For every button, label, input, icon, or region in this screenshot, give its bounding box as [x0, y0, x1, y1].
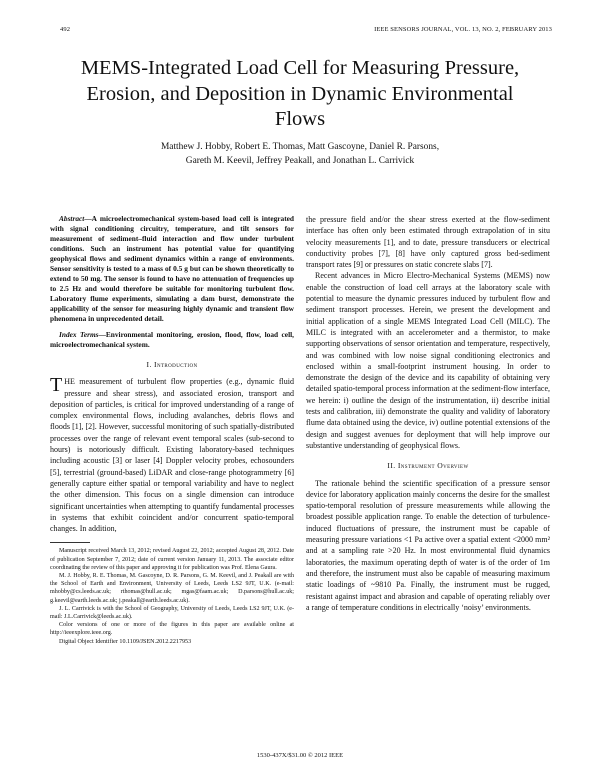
authors-line-1: Matthew J. Hobby, Robert E. Thomas, Matt Gascoyne, Daniel R. Parsons, — [160, 142, 440, 152]
abstract — [50, 214, 294, 324]
section-heading-instrument-overview: II. Instrument Overview — [387, 461, 469, 471]
footnote-item: Color versions of one or more of the figures in this paper are available online at http://ieeexplore.ieee.org. — [50, 622, 294, 637]
footnotes — [50, 547, 294, 645]
body-paragraph: The rationale behind the scientific specification of a pressure sensor device for laboratory application mainly concerns the desire for the smallest spatio-temporal resolution of pressure measurements while allowing the broadest possible application range. To enable the detection of turbulence-induced fluctuations of pressure, the instrument must be capable of measuring pressure variations <1 Pa active over a spatial extent <2000 mm² and at a sampling rate >20 Hz. In most environmental fluid dynamics laboratories, the maximum operating depth of water is of the order of 1m and therefore, the instrument must also be capable of measuring maximum static loadings of ~9810 Pa. Finally, the instrument must be rugged, resistant against impact and abrasion and capable of operating reliably over a range of temperature conditions in electrically ‘noisy’ environments. — [306, 478, 550, 612]
index-terms — [50, 330, 294, 350]
intro-paragraph — [50, 376, 294, 534]
index-terms-label: Index Terms — [59, 330, 99, 339]
author-list — [60, 141, 540, 168]
index-terms-text: —Environmental monitoring, erosion, flood, flow, load cell, microelectromechanical system. — [50, 330, 294, 349]
footnote-item: Digital Object Identifier 10.1109/JSEN.2012.2217953 — [59, 638, 192, 645]
abstract-label: Abstract — [59, 214, 85, 223]
footnote-item: Manuscript received March 13, 2012; revised August 22, 2012; accepted August 28, 2012. Date of publication September 7, 2012; date of current version January 11, 2013. The associate editor coordinating the review of this paper and approving it for publication was Prof. Elena Gaura. — [50, 548, 294, 571]
authors-line-2: Gareth M. Keevil, Jeffrey Peakall, and Jonathan L. Carrivick — [185, 155, 415, 166]
drop-cap: T — [50, 374, 63, 397]
body-paragraph: the pressure field and/or the shear stress exerted at the flow-sediment interface has often only been estimated through extrapolation of in situ velocity measurements [1], and to date, pressure transducers or electrical conductivity probes [7], [8] have only captured gross bed-sediment transport rates [9] or pressures on static concrete slabs [7]. — [306, 215, 550, 270]
left-column — [50, 214, 294, 646]
paper-title: MEMS-Integrated Load Cell for Measuring Pressure, Erosion, and Deposition in Dynamic Environmental Flows — [80, 57, 520, 130]
section-heading-introduction: I. Introduction — [146, 360, 198, 369]
footnote-item: M. J. Hobby, R. E. Thomas, M. Gascoyne, D. R. Parsons, G. M. Keevil, and J. Peakall are with the School of Earth and Environment, University of Leeds, Leeds LS2 9JT, U.K. (e-mail: mhobby@cs.leeds.ac.uk; rthomas@hull.ac.uk; mgas@faam.ac.uk; D.parsons@hull.ac.uk; g.keevil@earth.leeds.ac.uk; j.peakall@earth.leeds.ac.uk). — [50, 573, 294, 604]
abstract-text: —A microelectromechanical system-based load cell is integrated with signal conditioning circuitry, temperature, and tilt sensors for measurement of sediment–fluid interaction and flow under turbulent conditions. Such an instrument has potential value for quantifying geophysical flows and sediment dynamics within a range of environments. Sensor sensitivity is tested to a mass of 0.5 g but can be shown theoretically to extend to 50 mg. The sensor is found to have no attenuation of frequencies up to 2.5 Hz and would therefore be suitable for monitoring turbulent flow. Laboratory flume experiments, simulating a dam burst, demonstrate the applicability of the sensor for measuring highly dynamic and transient flow phenomena in unprecedented detail. — [50, 214, 294, 323]
page-number: 492 — [60, 26, 71, 33]
intro-text: HE measurement of turbulent flow properties (e.g., dynamic fluid pressure and shear stress), and associated erosion, transport and deposition of particles, is critical for improved understanding of a range of complex environmental flows, including avalanches, debris flows and floods [1], [2]. However, successful monitoring of such spatially-distributed processes over the range of relevant event temporal scales (sub-second to hours) is notoriously difficult. Existing laboratory-based techniques including acoustic [3] or laser [4] Doppler velocity probes, echosounders [5], terrestrial (ground-based) LiDAR and close-range photogrammetry [6] generally capture either spatial or temporal variability and have to neglect the other dimension. This focus on a single dimension can introduce significant uncertainties when attempting to quantify fundamental processes in systems that exhibit coincident and/or concurrent spatio-temporal changes. In addition, — [50, 377, 294, 534]
running-header: IEEE SENSORS JOURNAL, VOL. 13, NO. 2, FEBRUARY 2013 — [374, 26, 552, 33]
footnote-item: J. L. Carrivick is with the School of Geography, University of Leeds, Leeds LS2 9JT, U.K. (e-mail: J.L.Carrivick@leeds.ac.uk). — [50, 605, 294, 621]
copyright-footer: 1530-437X/$31.00 © 2012 IEEE — [256, 752, 344, 759]
footnote-rule — [50, 542, 90, 543]
right-column — [306, 214, 550, 613]
body-paragraph: Recent advances in Micro Electro-Mechanical Systems (MEMS) now enable the construction of load cell arrays at the laboratory scale with potential to measure the dynamic pressures induced by turbulent flow and sediment transport processes. Herein, we present the development and initial application of a single MEMS Integrated Load Cell (MILC). The MILC is integrated with an accelerometer and a thermistor, to make supporting observations of sensor orientation and temperature, respectively, and was combined with low noise signal conditioning electronics and enclosed within a small-footprint instrument housing. In order to demonstrate the design of the device and its capability of obtaining very detailed spatio-temporal process information at the sediment-flow interface, we herein: i) outline the design of the instrumentation, ii) describe initial tests and calibration, iii) demonstrate the quality and validity of laboratory flume data obtained using the device, iv) outline potential extensions of the design and suggest avenues for deployment that will help improve our substantive understanding of geophysical flows. — [306, 271, 550, 450]
